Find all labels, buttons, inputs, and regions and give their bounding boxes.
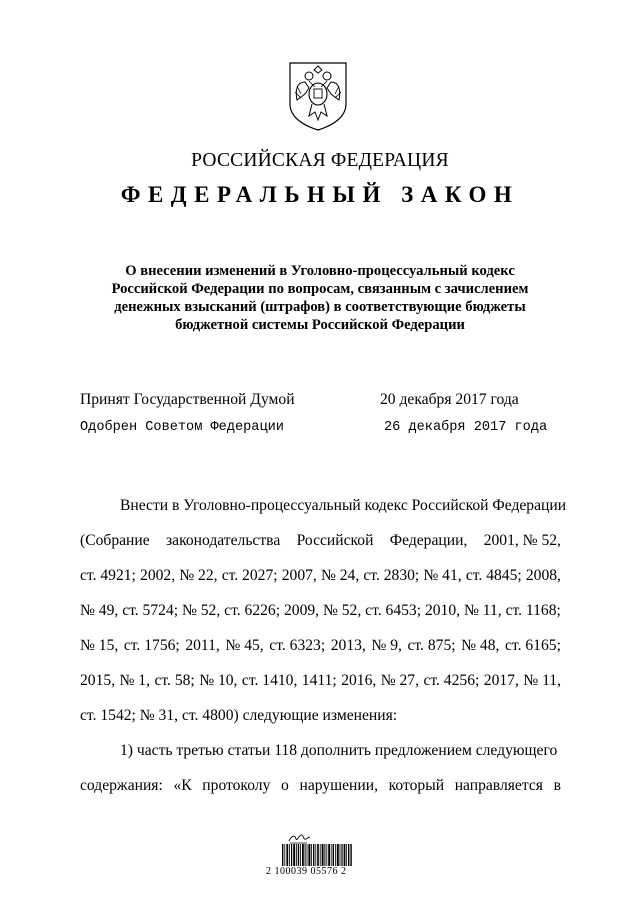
subject-line: денежных взысканий (штрафов) в соответствующие бюджеты [114, 299, 526, 315]
body-text-line: № 15, ст. 1756; 2011, № 45, ст. 6323; 2013, № 9, ст. 875; № 48, ст. 6165; [80, 637, 561, 654]
country-heading: РОССИЙСКАЯ ФЕДЕРАЦИЯ [191, 150, 449, 171]
law-subject-title [90, 262, 550, 334]
duma-adoption-date: 20 декабря 2017 года [380, 391, 519, 408]
body-text-line: 1) часть третью статьи 118 дополнить предложением следующего [120, 742, 558, 759]
body-text-line: (Собрание законодательства Российской Федерации, 2001, № 52, [80, 532, 561, 549]
subject-line: Российской Федерации по вопросам, связанным с зачислением [111, 281, 529, 297]
council-approval-label: Одобрен Советом Федерации [80, 420, 284, 435]
barcode-number: 2 100039 05576 2 [266, 866, 347, 877]
body-text-line: Внести в Уголовно-процессуальный кодекс Российской Федерации [120, 497, 567, 514]
body-text-line: ст. 4921; 2002, № 22, ст. 2027; 2007, № 24, ст. 2830; № 41, ст. 4845; 2008, [80, 567, 561, 584]
body-text-line: содержания: «К протоколу о нарушении, который направляется в [80, 777, 561, 794]
body-text-line: № 49, ст. 5724; № 52, ст. 6226; 2009, № 52, ст. 6453; 2010, № 11, ст. 1168; [80, 602, 561, 619]
duma-adoption-label: Принят Государственной Думой [80, 391, 295, 408]
subject-line: О внесении изменений в Уголовно-процессуальный кодекс [125, 263, 515, 279]
subject-line: бюджетной системы Российской Федерации [175, 317, 465, 333]
barcode [282, 844, 352, 866]
body-text-line: 2015, № 1, ст. 58; № 10, ст. 1410, 1411; 2016, № 27, ст. 4256; 2017, № 11, [80, 672, 561, 689]
signature-mark [287, 831, 311, 845]
council-approval-date: 26 декабря 2017 года [384, 420, 548, 435]
russian-coat-of-arms-icon [287, 60, 349, 132]
body-text-line: ст. 1542; № 31, ст. 4800) следующие изменения: [80, 707, 398, 724]
law-type-heading: ФЕДЕРАЛЬНЫЙ ЗАКОН [120, 182, 520, 207]
